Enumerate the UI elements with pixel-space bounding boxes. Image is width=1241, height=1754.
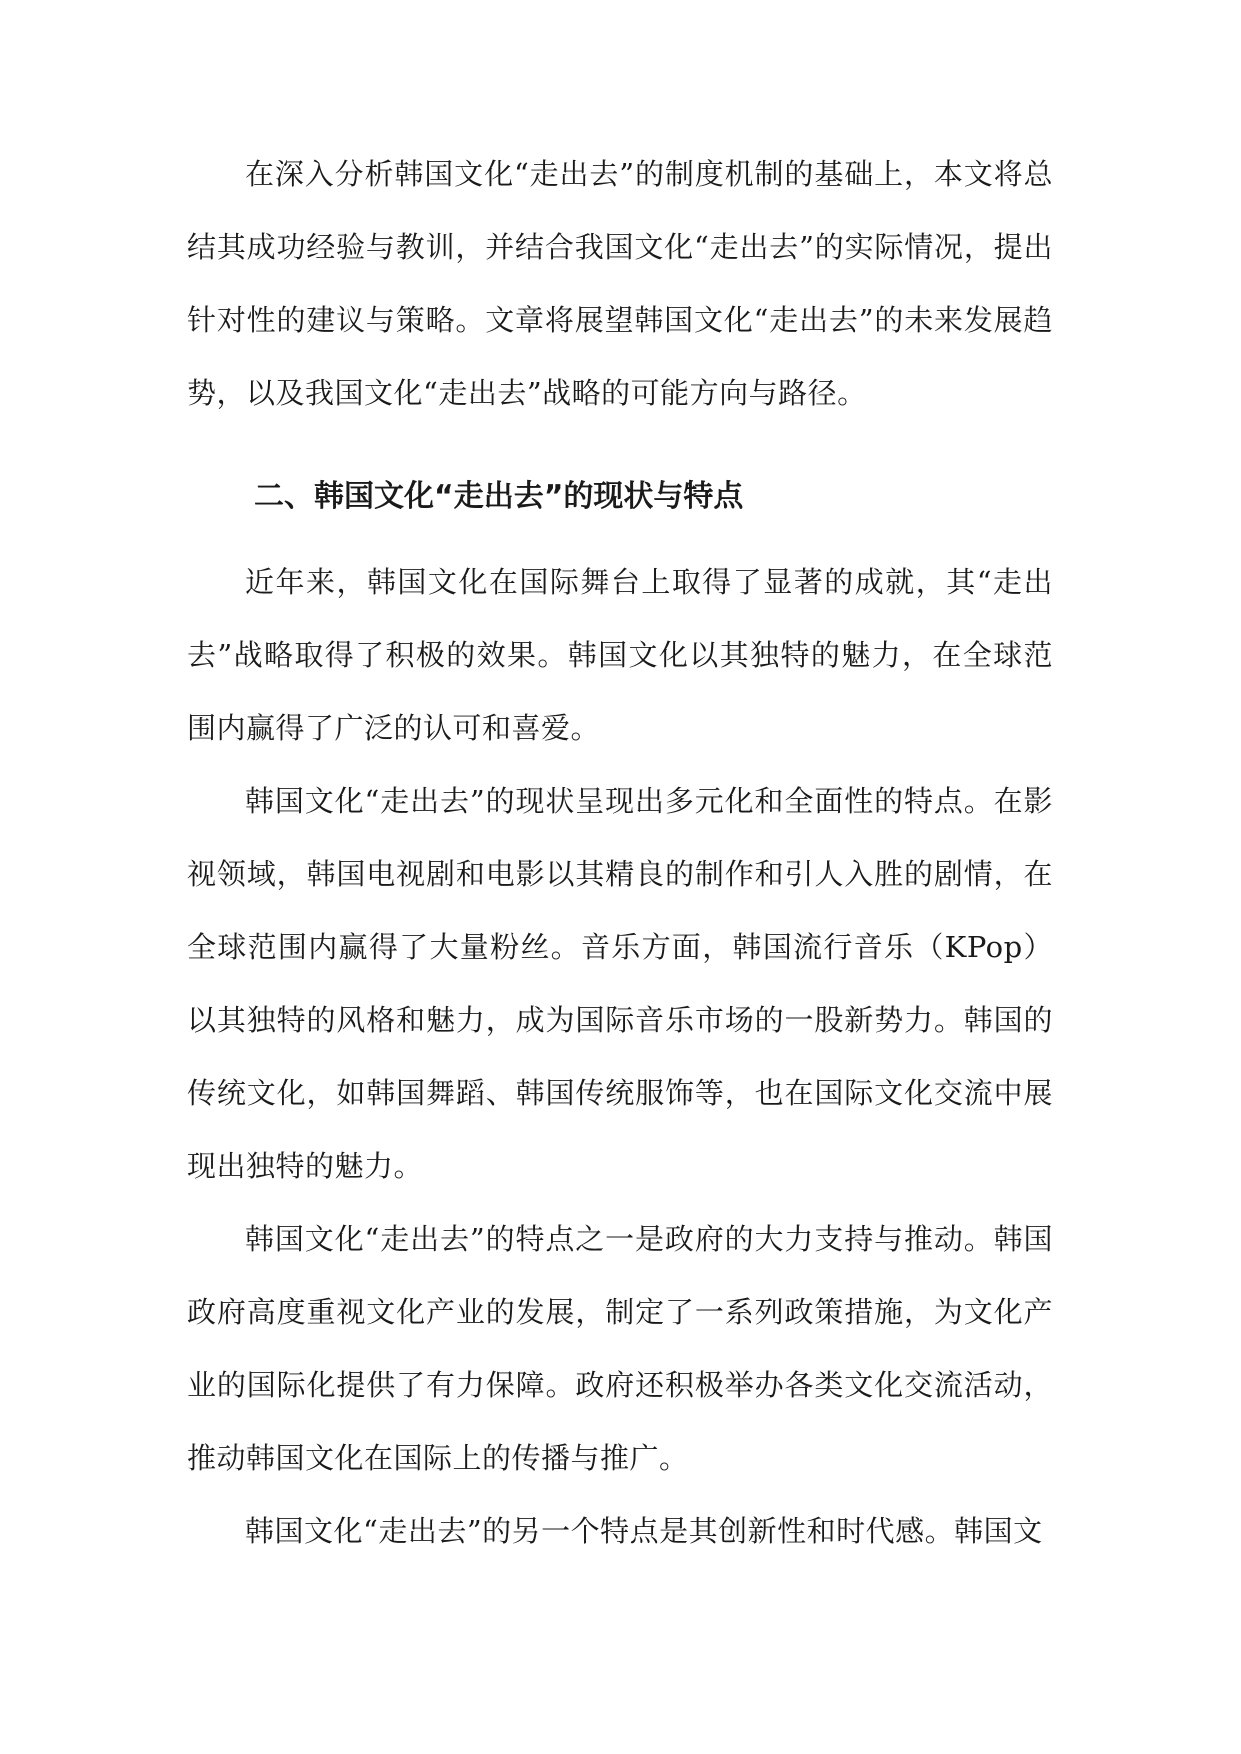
paragraph-innovation: 韩国文化“走出去”的另一个特点是其创新性和时代感。韩国文	[245, 1514, 1043, 1548]
paragraph-intro-summary: 在深入分析韩国文化“走出去”的制度机制的基础上，本文将总结其成功经验与教训，并结合我国文化“走出去”的实际情况，提出针对性的建议与策略。文章将展望韩国文化“走出去”的未来发展趋势，以及我国文化“走出去”战略的可能方向与路径。	[187, 157, 1053, 410]
paragraph-recent-achievements: 近年来，韩国文化在国际舞台上取得了显著的成就，其“走出去”战略取得了积极的效果。韩国文化以其独特的魅力，在全球范围内赢得了广泛的认可和喜爱。	[187, 565, 1053, 745]
document-body	[187, 138, 1053, 1568]
paragraph-current-status: 韩国文化“走出去”的现状呈现出多元化和全面性的特点。在影视领域，韩国电视剧和电影以其精良的制作和引人入胜的剧情，在全球范围内赢得了大量粉丝。音乐方面，韩国流行音乐（KPop）以其独特的风格和魅力，成为国际音乐市场的一股新势力。韩国的传统文化，如韩国舞蹈、韩国传统服饰等，也在国际文化交流中展现出独特的魅力。	[187, 784, 1053, 1183]
paragraph-government-support: 韩国文化“走出去”的特点之一是政府的大力支持与推动。韩国政府高度重视文化产业的发展，制定了一系列政策措施，为文化产业的国际化提供了有力保障。政府还积极举办各类文化交流活动，推动韩国文化在国际上的传播与推广。	[187, 1222, 1053, 1475]
section-heading: 二、韩国文化“走出去”的现状与特点	[254, 479, 744, 514]
